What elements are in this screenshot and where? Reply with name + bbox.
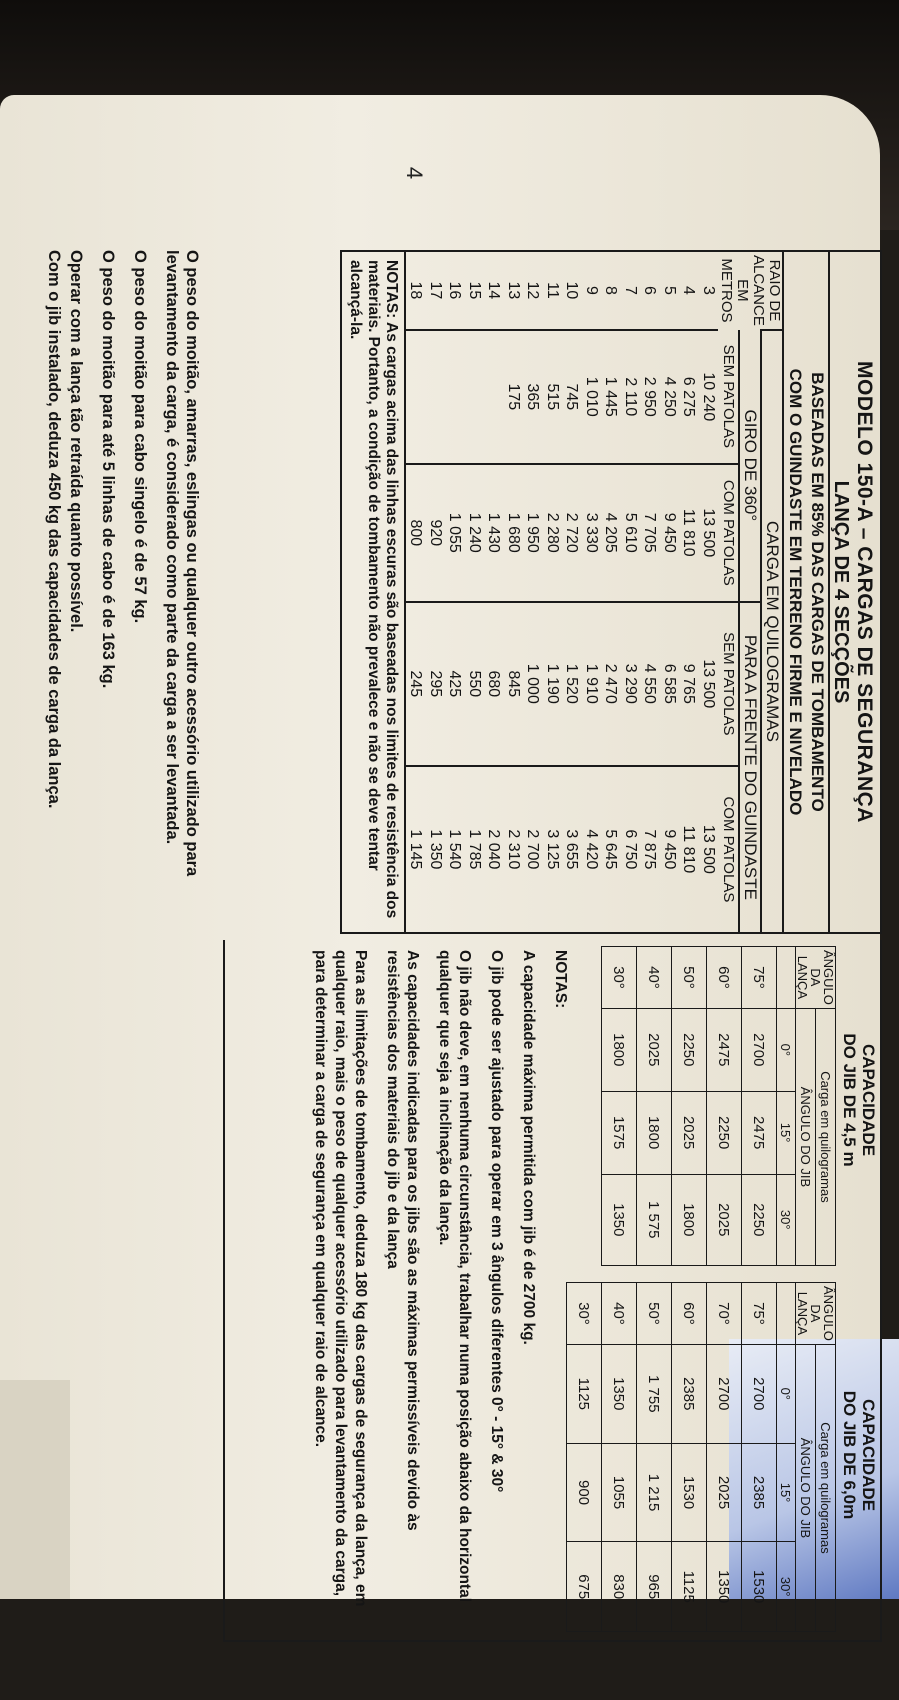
footnote: Operar com a lança tão retraída quanto possível. <box>67 250 85 633</box>
basis-line-1: BASEADAS EM 85% DAS CARGAS DE TOMBAMENTO <box>806 252 830 932</box>
load-row <box>484 252 504 932</box>
load-cell-value: 11 810 <box>679 766 699 932</box>
jib-45-row <box>602 947 637 1266</box>
load-cell-label: 5 <box>661 285 678 295</box>
load-cell-value: 1 680 <box>504 464 524 602</box>
jib-note: O jib pode ser ajustado para operar em 3 ângulos diferentes 0° - 15° & 30° <box>488 950 505 1493</box>
com-patolas-header: COM PATOLAS <box>718 464 739 602</box>
load-cell-value: 245 <box>406 602 426 766</box>
jib-cell-label: 40° <box>602 1283 637 1345</box>
jib-cell-value: 1350 <box>602 1174 637 1265</box>
chart-subtitle: LANÇA DE 4 SECÇÕES <box>830 480 852 704</box>
jib-cell-value: 675 <box>567 1542 602 1632</box>
jib-cell-value: 2700 <box>742 1008 777 1091</box>
load-cell-value: 680 <box>484 602 504 766</box>
load-caption: Carga em quilogramas <box>816 1344 836 1631</box>
load-row <box>640 252 660 932</box>
jib-cell-value: 2700 <box>707 1344 742 1443</box>
jib-60-row <box>567 1283 602 1632</box>
jib-cell-value: 1055 <box>602 1443 637 1542</box>
load-cell-value: 1 240 <box>465 464 485 602</box>
load-cell-value: 295 <box>426 602 446 766</box>
load-cell-value: 920 <box>426 464 446 602</box>
load-cell-value: 3 125 <box>543 766 563 932</box>
load-row <box>504 252 524 932</box>
load-cell-value: 1 430 <box>484 464 504 602</box>
jib-cell-value: 2025 <box>672 1091 707 1174</box>
load-cell-label: 18 <box>407 281 425 300</box>
jib-angle: 15° <box>777 1091 796 1174</box>
load-cell-value: 2 110 <box>621 330 641 464</box>
jib-cell-value: 2250 <box>672 1008 707 1091</box>
jib-cell-value: 1800 <box>637 1091 672 1174</box>
jib-60-table <box>566 1282 836 1632</box>
jib-cell-value: 1575 <box>602 1091 637 1174</box>
load-cell-value: 745 <box>562 330 582 464</box>
load-cell-value: 6 275 <box>679 330 699 464</box>
sem-patolas-header: SEM PATOLAS <box>718 330 739 464</box>
load-row <box>543 252 563 932</box>
jib-angle: 0° <box>777 1008 796 1091</box>
footnote: O peso do moitão, amarras, eslingas ou qualquer outro acessório utilizado para levantamento da carga, é considerado como parte da carga a ser levantada. <box>163 250 201 877</box>
load-cell-label: 14 <box>485 281 503 300</box>
jib-cell-label: 40° <box>637 947 672 1009</box>
load-row <box>465 252 485 932</box>
com-patolas-header: COM PATOLAS <box>718 766 739 932</box>
page-number: 4 <box>402 166 428 180</box>
jib-cell-label: 30° <box>602 947 637 1009</box>
load-cell-value: 1 010 <box>582 330 602 464</box>
jib-cell-value: 1 755 <box>637 1344 672 1443</box>
jib-60-title-line-2: DO JIB DE 6,0m <box>840 1390 859 1520</box>
basis-line-2: COM O GUINDASTE EM TERRENO FIRME E NIVELADO <box>786 368 805 816</box>
jib-60-row <box>742 1283 777 1632</box>
load-row <box>621 252 641 932</box>
load-cell-value: 1 000 <box>523 602 543 766</box>
load-cell-value: 2 310 <box>504 766 524 932</box>
load-cell-value: 4 205 <box>601 464 621 602</box>
load-cell-label: 13 <box>505 281 522 300</box>
sem-patolas-header: SEM PATOLAS <box>718 602 739 766</box>
units-heading: CARGA EM QUILOGRAMAS <box>761 330 783 932</box>
load-cell-value: 13 500 <box>699 766 719 932</box>
load-cell-value: 4 550 <box>640 602 660 766</box>
load-cell-value: 800 <box>406 464 426 602</box>
jib-cell-value: 1530 <box>742 1542 777 1632</box>
jib-cell-value: 2250 <box>742 1174 777 1265</box>
load-cell-value: 1 540 <box>445 766 465 932</box>
load-cell-label: 6 <box>641 285 659 295</box>
jib-cell-label: 50° <box>672 947 707 1009</box>
load-cell-value: 1 350 <box>426 766 446 932</box>
boom-angle-header: ÂNGULO DA LANÇA <box>796 947 836 1009</box>
load-cell-label: 15 <box>466 281 483 300</box>
load-cell-value: 4 250 <box>660 330 680 464</box>
footnote: O peso do moitão para cabo singelo é de 57 kg. <box>131 250 149 624</box>
load-cell-value: 3 290 <box>621 602 641 766</box>
load-cell-label: 11 <box>544 282 561 299</box>
jib-cell-value: 1 575 <box>637 1174 672 1265</box>
rotated-document <box>2 250 882 1700</box>
load-row <box>426 252 446 932</box>
chart-title: MODELO 150-A – CARGAS DE SEGURANÇA <box>853 361 876 823</box>
load-cell-value: 1 520 <box>562 602 582 766</box>
load-cell-value: 365 <box>523 330 543 464</box>
load-row <box>679 252 699 932</box>
load-cell-value: 175 <box>504 330 524 464</box>
load-cell-label: 3 <box>700 285 717 295</box>
load-cell-value: 845 <box>504 602 524 766</box>
blank-header <box>777 947 796 1009</box>
load-row <box>601 252 621 932</box>
load-cell-value: 2 470 <box>601 602 621 766</box>
footnote: O peso do moitão para até 5 linhas de cabo é de 163 kg. <box>99 250 117 689</box>
jib-cell-label: 70° <box>707 1283 742 1345</box>
load-cell-value: 2 720 <box>562 464 582 602</box>
jib-note: O jib não deve, em nenhuma circunstância, trabalhar numa posição abaixo da horizontal qualquer que seja a inclinação da lança. <box>436 950 473 1603</box>
jib-cell-label: 50° <box>637 1283 672 1345</box>
load-cell-value: 9 450 <box>660 464 680 602</box>
load-cell-label: 7 <box>622 285 639 295</box>
load-cell-value: 6 750 <box>621 766 641 932</box>
jib-angle: 30° <box>777 1174 796 1265</box>
footnote: Com o jib instalado, deduza 450 kg das capacidades de carga da lança. <box>45 250 63 809</box>
jib-45-table <box>601 946 836 1266</box>
jib-45-body <box>602 947 777 1266</box>
load-cell-value: 9 765 <box>679 602 699 766</box>
jib-60-row <box>637 1283 672 1632</box>
load-table-body <box>406 252 718 932</box>
load-caption: Carga em quilogramas <box>816 1008 836 1265</box>
jib-cell-label: 60° <box>707 947 742 1009</box>
load-row <box>523 252 543 932</box>
load-cell-value: 10 240 <box>699 330 719 464</box>
load-cell-value: 9 450 <box>660 766 680 932</box>
load-cell-label: 16 <box>446 281 464 300</box>
load-cell-value <box>426 330 446 464</box>
jib-45-row <box>672 947 707 1266</box>
load-cell-value: 13 500 <box>699 464 719 602</box>
load-cell-value: 2 700 <box>523 766 543 932</box>
load-cell-value <box>445 330 465 464</box>
jib-60-row <box>672 1283 707 1632</box>
boom-angle-header: ÂNGULO DA LANÇA <box>796 1283 836 1345</box>
load-row <box>699 252 719 932</box>
jib-cell-value: 2025 <box>707 1174 742 1265</box>
jib-cell-value: 1 215 <box>637 1443 672 1542</box>
load-cell-value: 1 145 <box>406 766 426 932</box>
load-cell-value: 4 420 <box>582 766 602 932</box>
jib-cell-value: 1350 <box>602 1344 637 1443</box>
jib-60-title <box>840 1285 878 1625</box>
load-cell-value: 515 <box>543 330 563 464</box>
load-cell-value: 1 445 <box>601 330 621 464</box>
jib-45-row <box>742 947 777 1266</box>
jib-angle-header: ÂNGULO DO JIB <box>796 1344 816 1631</box>
load-cell-value: 1 190 <box>543 602 563 766</box>
jib-cell-value: 1800 <box>602 1008 637 1091</box>
jib-cell-value: 965 <box>637 1542 672 1632</box>
load-cell-label: 17 <box>427 281 444 300</box>
jib-cell-label: 75° <box>742 1283 777 1345</box>
jib-45-title-line-1: CAPACIDADE <box>859 1043 878 1157</box>
load-cell-value: 3 655 <box>562 766 582 932</box>
load-notes <box>342 252 406 932</box>
load-cell-label: 4 <box>680 285 698 295</box>
load-cell-value: 2 950 <box>640 330 660 464</box>
jib-45-title <box>840 940 878 1260</box>
footnotes <box>32 250 202 950</box>
jib-cell-value: 2250 <box>707 1091 742 1174</box>
jib-cell-label: 75° <box>742 947 777 1009</box>
jib-45-row <box>707 947 742 1266</box>
jib-cell-value: 2025 <box>637 1008 672 1091</box>
load-row <box>562 252 582 932</box>
jib-cell-value: 2385 <box>742 1443 777 1542</box>
load-cell-label: 10 <box>563 281 581 300</box>
jib-cell-value: 2700 <box>742 1344 777 1443</box>
load-cell-value: 6 585 <box>660 602 680 766</box>
jib-45-row <box>637 947 672 1266</box>
load-cell-label: 8 <box>602 285 620 295</box>
jib-angle: 0° <box>777 1344 796 1443</box>
load-cell-value: 2 040 <box>484 766 504 932</box>
load-cell-value: 1 910 <box>582 602 602 766</box>
jib-cell-value: 2475 <box>742 1091 777 1174</box>
load-table <box>406 252 784 932</box>
radius-header: RAIO DE ALCANCE EM METROS <box>718 252 783 330</box>
load-cell-value: 7 705 <box>640 464 660 602</box>
jib-note: As capacidades indicadas para os jibs são as máximas permissíveis devido às resistências dos materiais do jib e da lança <box>384 950 421 1531</box>
load-cell-label: 12 <box>524 281 542 300</box>
load-cell-value: 5 645 <box>601 766 621 932</box>
load-cell-value <box>465 330 485 464</box>
jib-notes <box>298 950 570 1610</box>
load-row <box>445 252 465 932</box>
jib-note: Para as limitações de tombamento, deduza 180 kg das cargas de segurança da lança, em qualquer raio, mais o peso de qualquer acessório utilizado para levantamento da carga, para determinar a carga de segurança em qualquer raio de alcance. <box>312 950 369 1607</box>
load-cell-value: 13 500 <box>699 602 719 766</box>
jib-cell-value: 1125 <box>567 1344 602 1443</box>
jib-cell-value: 2025 <box>707 1443 742 1542</box>
notes-label: NOTAS: <box>383 260 400 319</box>
load-cell-value <box>484 330 504 464</box>
jib-45-title-line-2: DO JIB DE 4,5 m <box>840 1033 859 1167</box>
jib-cell-value: 1800 <box>672 1174 707 1265</box>
jib-60-title-line-1: CAPACIDADE <box>859 1398 878 1512</box>
jib-cell-label: 60° <box>672 1283 707 1345</box>
jib-cell-value: 2475 <box>707 1008 742 1091</box>
load-row <box>582 252 602 932</box>
jib-cell-value: 1125 <box>672 1542 707 1632</box>
load-cell-value <box>406 330 426 464</box>
jib-notes-label: NOTAS: <box>552 950 569 1009</box>
blank-header <box>777 1283 796 1345</box>
load-cell-value: 5 610 <box>621 464 641 602</box>
jib-capacity-panel <box>223 940 882 1642</box>
jib-cell-value: 900 <box>567 1443 602 1542</box>
jib-60-row <box>707 1283 742 1632</box>
load-cell-label: 9 <box>583 285 600 295</box>
load-cell-value: 11 810 <box>679 464 699 602</box>
load-cell-value: 2 280 <box>543 464 563 602</box>
jib-cell-value: 2385 <box>672 1344 707 1443</box>
group-front-header: PARA A FRENTE DO GUINDASTE <box>739 602 761 932</box>
jib-cell-value: 1350 <box>707 1542 742 1632</box>
load-cell-value: 1 950 <box>523 464 543 602</box>
load-cell-value: 550 <box>465 602 485 766</box>
jib-cell-label: 30° <box>567 1283 602 1345</box>
load-cell-value: 7 875 <box>640 766 660 932</box>
jib-angle: 30° <box>777 1542 796 1632</box>
load-chart-panel <box>340 250 882 934</box>
jib-note: A capacidade máxima permitida com jib é de 2700 kg. <box>520 950 537 1345</box>
load-row <box>660 252 680 932</box>
load-cell-value: 425 <box>445 602 465 766</box>
load-cell-value: 1 785 <box>465 766 485 932</box>
load-row <box>406 252 426 932</box>
jib-60-body <box>567 1283 777 1632</box>
jib-cell-value: 830 <box>602 1542 637 1632</box>
jib-angle: 15° <box>777 1443 796 1542</box>
load-cell-value: 3 330 <box>582 464 602 602</box>
group-360-header: GIRO DE 360° <box>739 330 761 602</box>
jib-60-row <box>602 1283 637 1632</box>
jib-cell-value: 1530 <box>672 1443 707 1542</box>
notes-text: As cargas acima das linhas escuras são baseadas nos limites de resistência dos materiais. Portanto, a condição de tombamento não prevalece e não se deve tentar alcançá-la. <box>347 260 400 919</box>
load-cell-value: 1 055 <box>445 464 465 602</box>
jib-angle-header: ÂNGULO DO JIB <box>796 1008 816 1265</box>
